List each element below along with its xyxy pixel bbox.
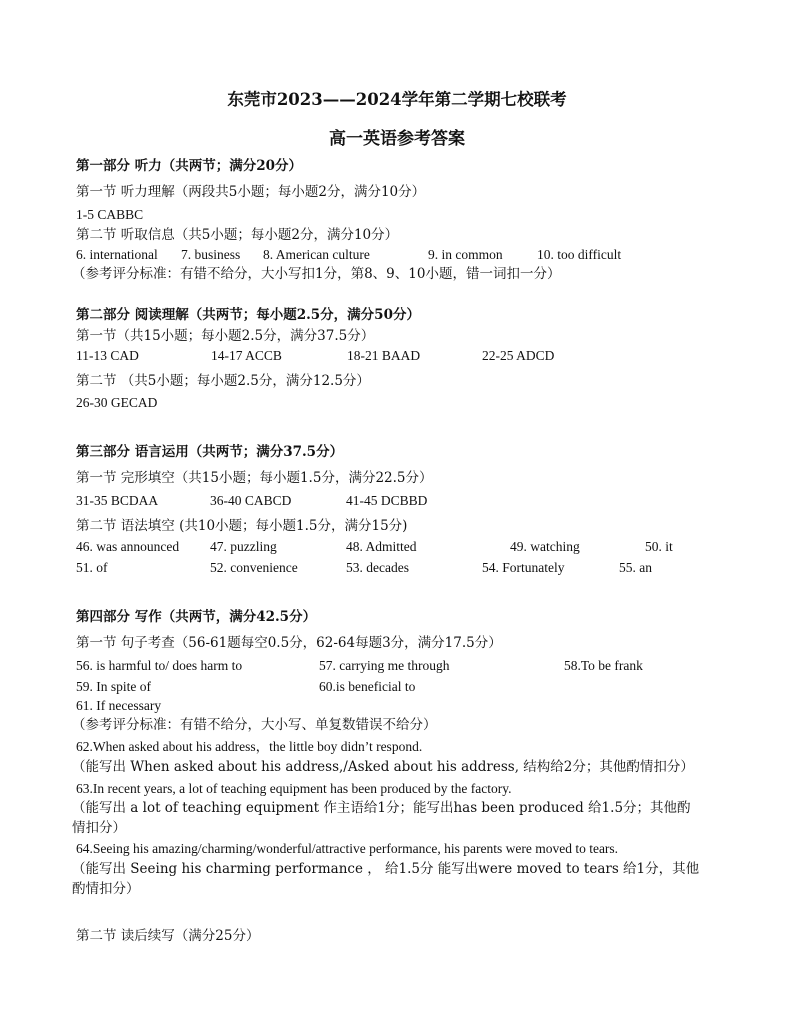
answers-14-17: 14-17 ACCB bbox=[211, 348, 282, 363]
answer-6: 6. international bbox=[76, 247, 158, 262]
answer-60: 60.is beneficial to bbox=[319, 679, 416, 694]
answers-11-13: 11-13 CAD bbox=[76, 348, 139, 363]
exam-title: 东莞市2023——2024学年第二学期七校联考 bbox=[227, 90, 567, 109]
answer-47: 47. puzzling bbox=[210, 539, 277, 554]
answers-36-40: 36-40 CABCD bbox=[210, 493, 292, 508]
answer-64: 64.Seeing his amazing/charming/wonderful/attractive performance, his parents were moved to tears. bbox=[76, 841, 619, 856]
part4-heading: 第四部分 写作（共两节，满分42.5分） bbox=[76, 609, 317, 625]
part2-heading: 第二部分 阅读理解（共两节；每小题2.5分，满分50分） bbox=[76, 307, 420, 323]
answer-59: 59. In spite of bbox=[76, 679, 151, 694]
answers-22-25: 22-25 ADCD bbox=[482, 348, 555, 363]
answer-51: 51. of bbox=[76, 560, 108, 575]
part3-sec2-heading: 第二节 语法填空 (共10小题；每小题1.5分，满分15分) bbox=[76, 518, 408, 534]
answers-41-45: 41-45 DCBBD bbox=[346, 493, 428, 508]
answer-57: 57. carrying me through bbox=[319, 658, 450, 673]
answer-56: 56. is harmful to/ does harm to bbox=[76, 658, 243, 673]
answer-63-note: （能写出 a lot of teaching equipment 作主语给1分；能写出has been produced 给1.5分；其他酌 bbox=[72, 800, 691, 816]
answer-55: 55. an bbox=[619, 560, 652, 575]
part1-sec2-heading: 第二节 听取信息（共5小题；每小题2分，满分10分） bbox=[76, 227, 399, 243]
answer-49: 49. watching bbox=[510, 539, 580, 554]
part3-heading: 第三部分 语言运用（共两节；满分37.5分） bbox=[76, 444, 344, 460]
part2-sec1-heading: 第一节（共15小题；每小题2.5分，满分37.5分） bbox=[76, 328, 375, 344]
answer-key-title: 高一英语参考答案 bbox=[329, 129, 465, 149]
answers-18-21: 18-21 BAAD bbox=[347, 348, 421, 363]
part1-sec1-heading: 第一节 听力理解（两段共5小题；每小题2分，满分10分） bbox=[76, 184, 426, 200]
answer-7: 7. business bbox=[181, 247, 241, 262]
answer-50: 50. it bbox=[645, 539, 673, 554]
answers-31-35: 31-35 BCDAA bbox=[76, 493, 159, 508]
answer-64-note-cont: 酌情扣分） bbox=[72, 881, 140, 897]
answer-63: 63.In recent years, a lot of teaching equipment has been produced by the factory. bbox=[76, 781, 512, 796]
answer-8: 8. American culture bbox=[263, 247, 370, 262]
answer-62: 62.When asked about his address，the little boy didn’t respond. bbox=[76, 739, 423, 754]
answer-62-note: （能写出 When asked about his address,/Asked about his address, 结构给2分；其他酌情扣分） bbox=[72, 759, 694, 775]
answer-10: 10. too difficult bbox=[537, 247, 622, 262]
part1-heading: 第一部分 听力（共两节；满分20分） bbox=[76, 158, 302, 174]
part4-note: （参考评分标准：有错不给分，大小写、单复数错误不给分） bbox=[72, 717, 437, 733]
part1-sec1-answers: 1-5 CABBC bbox=[76, 207, 144, 222]
answer-61: 61. If necessary bbox=[76, 698, 162, 713]
answer-48: 48. Admitted bbox=[346, 539, 417, 554]
part4-sec2-heading: 第二节 读后续写（满分25分） bbox=[76, 928, 260, 944]
part3-sec1-heading: 第一节 完形填空（共15小题；每小题1.5分，满分22.5分） bbox=[76, 470, 433, 486]
answer-46: 46. was announced bbox=[76, 539, 180, 554]
answer-54: 54. Fortunately bbox=[482, 560, 565, 575]
answer-63-note-cont: 情扣分） bbox=[72, 820, 126, 836]
part2-sec2-heading: 第二节 （共5小题；每小题2.5分，满分12.5分） bbox=[76, 373, 370, 389]
answer-9: 9. in common bbox=[428, 247, 503, 262]
answer-53: 53. decades bbox=[346, 560, 409, 575]
part1-note: （参考评分标准：有错不给分，大小写扣1分，第8、9、10小题，错一词扣一分） bbox=[72, 266, 561, 282]
part4-sec1-heading: 第一节 句子考查（56-61题每空0.5分，62-64每题3分，满分17.5分） bbox=[76, 635, 502, 651]
answer-58: 58.To be frank bbox=[564, 658, 643, 673]
part2-sec2-answers: 26-30 GECAD bbox=[76, 395, 158, 410]
answer-64-note: （能写出 Seeing his charming performance ， 给1.5分 能写出were moved to tears 给1分，其他 bbox=[72, 861, 700, 877]
answer-52: 52. convenience bbox=[210, 560, 298, 575]
